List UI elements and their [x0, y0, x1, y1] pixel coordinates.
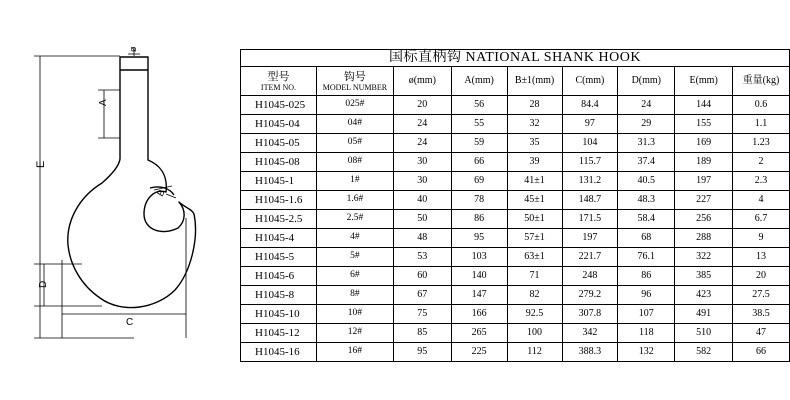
- table-cell: 04#: [316, 115, 393, 134]
- table-cell: 166: [451, 305, 507, 324]
- column-header: [393, 67, 451, 96]
- table-cell: 41±1: [507, 172, 562, 191]
- table-cell: 491: [675, 305, 733, 324]
- table-row: [241, 115, 790, 134]
- table-cell: 59: [451, 134, 507, 153]
- table-cell: 57±1: [507, 229, 562, 248]
- table-cell: 95: [451, 229, 507, 248]
- dimension-b-label: B: [155, 187, 167, 198]
- table-row: [241, 343, 790, 362]
- table-cell: 66: [451, 153, 507, 172]
- table-cell: 48.3: [618, 191, 675, 210]
- table-cell: H1045-10: [241, 305, 317, 324]
- table-cell: 103: [451, 248, 507, 267]
- table-cell: 78: [451, 191, 507, 210]
- column-header-label: D(mm): [631, 75, 662, 86]
- table-cell: 322: [675, 248, 733, 267]
- table-cell: 147: [451, 286, 507, 305]
- table-row: [241, 267, 790, 286]
- table-cell: 6#: [316, 267, 393, 286]
- table-cell: 66: [733, 343, 790, 362]
- table-cell: 37.4: [618, 153, 675, 172]
- table-cell: 169: [675, 134, 733, 153]
- table-cell: 84.4: [562, 96, 618, 115]
- table-row: [241, 248, 790, 267]
- table-cell: 68: [618, 229, 675, 248]
- table-cell: 30: [393, 172, 451, 191]
- table-cell: 75: [393, 305, 451, 324]
- table-cell: 58.4: [618, 210, 675, 229]
- table-cell: 45±1: [507, 191, 562, 210]
- table-cell: 40: [393, 191, 451, 210]
- table-cell: H1045-6: [241, 267, 317, 286]
- table-cell: 197: [562, 229, 618, 248]
- table-cell: 86: [451, 210, 507, 229]
- table-cell: 50: [393, 210, 451, 229]
- table-cell: 307.8: [562, 305, 618, 324]
- column-header-sublabel: ITEM NO.: [260, 82, 297, 92]
- table-cell: 32: [507, 115, 562, 134]
- table-cell: 63±1: [507, 248, 562, 267]
- table-row: [241, 153, 790, 172]
- table-cell: 1.6#: [316, 191, 393, 210]
- column-header-label: 钩号: [343, 70, 366, 83]
- dimension-a-label: A: [98, 99, 109, 106]
- table-cell: H1045-05: [241, 134, 317, 153]
- table-cell: 69: [451, 172, 507, 191]
- table-cell: 29: [618, 115, 675, 134]
- table-row: [241, 96, 790, 115]
- table-cell: 155: [675, 115, 733, 134]
- table-cell: 104: [562, 134, 618, 153]
- table-cell: 6.7: [733, 210, 790, 229]
- column-header-sublabel: MODEL NUMBER: [322, 82, 388, 92]
- table-cell: 27.5: [733, 286, 790, 305]
- table-cell: 4: [733, 191, 790, 210]
- table-cell: 39: [507, 153, 562, 172]
- column-header: [451, 67, 507, 96]
- table-cell: 05#: [316, 134, 393, 153]
- table-cell: 148.7: [562, 191, 618, 210]
- table-cell: 510: [675, 324, 733, 343]
- column-header: [241, 67, 317, 96]
- table-cell: 279.2: [562, 286, 618, 305]
- column-header: [733, 67, 790, 96]
- table-cell: 5#: [316, 248, 393, 267]
- table-cell: 53: [393, 248, 451, 267]
- table-cell: 24: [618, 96, 675, 115]
- table-cell: 131.2: [562, 172, 618, 191]
- table-title: 国标直柄钩 NATIONAL SHANK HOOK: [240, 49, 790, 66]
- table-cell: 24: [393, 115, 451, 134]
- table-cell: 40.5: [618, 172, 675, 191]
- table-cell: 256: [675, 210, 733, 229]
- table-cell: 8#: [316, 286, 393, 305]
- column-header: [618, 67, 675, 96]
- table-cell: 56: [451, 96, 507, 115]
- table-cell: 1#: [316, 172, 393, 191]
- table-cell: 97: [562, 115, 618, 134]
- table-cell: 35: [507, 134, 562, 153]
- table-cell: 132: [618, 343, 675, 362]
- hook-diagram: [0, 0, 240, 400]
- dimension-c-label: C: [126, 317, 134, 328]
- table-cell: 28: [507, 96, 562, 115]
- table-cell: 144: [675, 96, 733, 115]
- table-cell: 4#: [316, 229, 393, 248]
- table-cell: 225: [451, 343, 507, 362]
- column-header-label: B±1(mm): [514, 75, 555, 86]
- table-cell: 76.1: [618, 248, 675, 267]
- table-cell: 1.1: [733, 115, 790, 134]
- table-cell: 140: [451, 267, 507, 286]
- table-cell: H1045-04: [241, 115, 317, 134]
- table-cell: 96: [618, 286, 675, 305]
- table-cell: 118: [618, 324, 675, 343]
- table-header: [241, 67, 790, 96]
- table-cell: 31.3: [618, 134, 675, 153]
- table-cell: 95: [393, 343, 451, 362]
- table-cell: H1045-025: [241, 96, 317, 115]
- table-row: [241, 229, 790, 248]
- table-cell: H1045-5: [241, 248, 317, 267]
- table-row: [241, 324, 790, 343]
- table-row: [241, 305, 790, 324]
- table-cell: H1045-2.5: [241, 210, 317, 229]
- table-cell: 171.5: [562, 210, 618, 229]
- table-cell: 2.5#: [316, 210, 393, 229]
- table-cell: 82: [507, 286, 562, 305]
- table-cell: 38.5: [733, 305, 790, 324]
- column-header-label: 重量(kg): [742, 75, 780, 86]
- table-cell: H1045-08: [241, 153, 317, 172]
- table-cell: 20: [733, 267, 790, 286]
- column-header-label: 型号: [267, 70, 290, 83]
- table-cell: 24: [393, 134, 451, 153]
- table-cell: 30: [393, 153, 451, 172]
- table-row: [241, 172, 790, 191]
- table-cell: 248: [562, 267, 618, 286]
- table-cell: 342: [562, 324, 618, 343]
- table-cell: 1.23: [733, 134, 790, 153]
- table-cell: H1045-1: [241, 172, 317, 191]
- column-header-label: ø(mm): [408, 75, 436, 86]
- column-header: [316, 67, 393, 96]
- table-cell: 08#: [316, 153, 393, 172]
- hook-outline: [68, 57, 196, 308]
- header-row: [241, 67, 790, 96]
- table-cell: 385: [675, 267, 733, 286]
- table-cell: 107: [618, 305, 675, 324]
- table-cell: 423: [675, 286, 733, 305]
- dimension-d-label: D: [38, 280, 49, 288]
- table-row: [241, 286, 790, 305]
- table-cell: H1045-4: [241, 229, 317, 248]
- table-cell: H1045-8: [241, 286, 317, 305]
- table-cell: 025#: [316, 96, 393, 115]
- table-row: [241, 134, 790, 153]
- dimension-phi-label: ø: [128, 46, 138, 52]
- table-cell: 197: [675, 172, 733, 191]
- table-cell: 10#: [316, 305, 393, 324]
- table-cell: 227: [675, 191, 733, 210]
- table-cell: 265: [451, 324, 507, 343]
- table-cell: 20: [393, 96, 451, 115]
- table-cell: 2: [733, 153, 790, 172]
- table-cell: 67: [393, 286, 451, 305]
- table-cell: 13: [733, 248, 790, 267]
- spec-table: [240, 49, 790, 362]
- table-cell: 9: [733, 229, 790, 248]
- table-cell: 189: [675, 153, 733, 172]
- table-cell: 86: [618, 267, 675, 286]
- table-body: [241, 96, 790, 362]
- table-cell: H1045-16: [241, 343, 317, 362]
- column-header-label: A(mm): [464, 75, 494, 86]
- table-cell: 60: [393, 267, 451, 286]
- column-header: [675, 67, 733, 96]
- table-cell: 100: [507, 324, 562, 343]
- table-cell: H1045-1.6: [241, 191, 317, 210]
- table-cell: 50±1: [507, 210, 562, 229]
- table-cell: 92.5: [507, 305, 562, 324]
- table-cell: 221.7: [562, 248, 618, 267]
- column-header: [507, 67, 562, 96]
- table-cell: 71: [507, 267, 562, 286]
- dimension-e-label: E: [35, 160, 47, 168]
- table-cell: 0.6: [733, 96, 790, 115]
- table-row: [241, 191, 790, 210]
- table-cell: 2.3: [733, 172, 790, 191]
- column-header-label: C(mm): [575, 75, 605, 86]
- table-cell: H1045-12: [241, 324, 317, 343]
- table-cell: 85: [393, 324, 451, 343]
- column-header: [562, 67, 618, 96]
- table-cell: 112: [507, 343, 562, 362]
- table-cell: 16#: [316, 343, 393, 362]
- table-cell: 388.3: [562, 343, 618, 362]
- table-cell: 115.7: [562, 153, 618, 172]
- table-cell: 48: [393, 229, 451, 248]
- table-cell: 47: [733, 324, 790, 343]
- column-header-label: E(mm): [689, 75, 718, 86]
- table-cell: 582: [675, 343, 733, 362]
- table-cell: 288: [675, 229, 733, 248]
- table-cell: 55: [451, 115, 507, 134]
- table-cell: 12#: [316, 324, 393, 343]
- table-row: [241, 210, 790, 229]
